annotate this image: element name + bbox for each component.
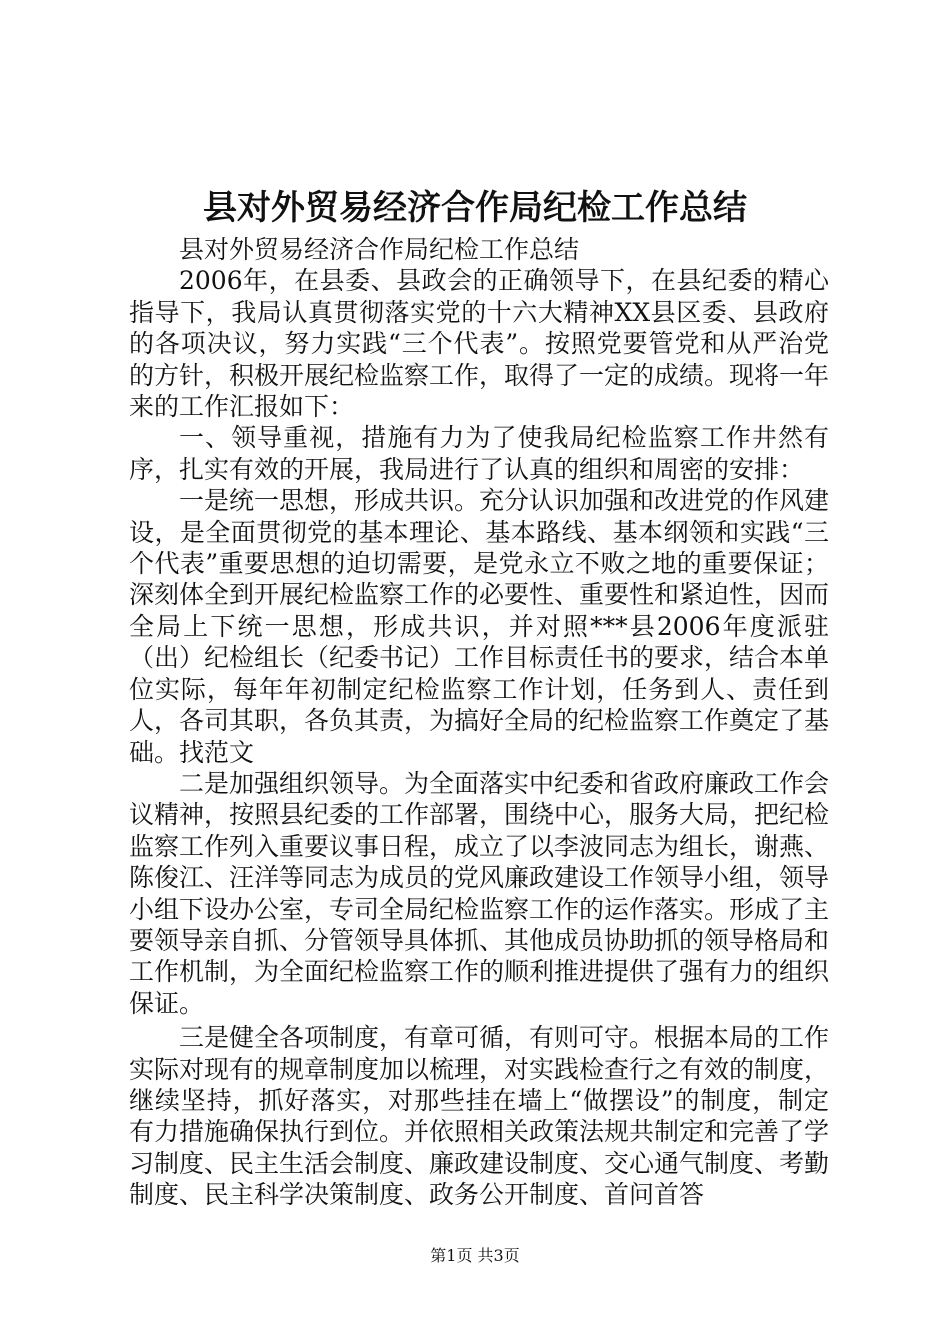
document-body [129,234,829,1211]
section-one-paragraph: 一、领导重视，措施有力为了使我局纪检监察工作井然有序，扎实有效的开展，我局进行了认真的组织和周密的安排： [129,423,829,484]
intro-paragraph: 2006年，在县委、县政会的正确领导下，在县纪委的精心指导下，我局认真贯彻落实党的十六大精神XX县区委、县政府的各项决议，努力实践“三个代表”。按照党要管党和从严治党的方针，积极开展纪检监察工作，取得了一定的成绩。现将一年来的工作汇报如下： [129,266,830,422]
subtitle-paragraph: 县对外贸易经济合作局纪检工作总结 [179,235,580,264]
point-two-paragraph: 二是加强组织领导。为全面落实中纪委和省政府廉政工作会议精神，按照县纪委的工作部署，围绕中心，服务大局，把纪检监察工作列入重要议事日程，成立了以李波同志为组长，谢燕、陈俊江、汪洋等同志为成员的党风廉政建设工作领导小组，领导小组下设办公室，专司全局纪检监察工作的运作落实。形成了主要领导亲自抓、分管领导具体抓、其他成员协助抓的领导格局和工作机制，为全面纪检监察工作的顺利推进提供了强有力的组织保证。 [129,768,830,1018]
page-footer: 第1页 共3页 [430,1246,520,1265]
point-three-paragraph: 三是健全各项制度，有章可循，有则可守。根据本局的工作实际对现有的规章制度加以梳理，对实践检查行之有效的制度，继续坚持，抓好落实，对那些挂在墙上“做摆设”的制度，制定有力措施确保执行到位。并依照相关政策法规共制定和完善了学习制度、民主生活会制度、廉政建设制度、交心通气制度、考勤制度、民主科学决策制度、政务公开制度、首问首答 [129,1023,830,1210]
point-one-paragraph: 一是统一思想，形成共识。充分认识加强和改进党的作风建设，是全面贯彻党的基本理论、基本路线、基本纲领和实践“三个代表”重要思想的迫切需要，是党永立不败之地的重要保证；深刻体全到开展纪检监察工作的必要性、重要性和紧迫性，因而全局上下统一思想，形成共识，并对照***县2006年度派驻（出）纪检组长（纪委书记）工作目标责任书的要求，结合本单位实际，每年年初制定纪检监察工作计划，任务到人、责任到人，各司其职，各负其责，为搞好全局的纪检监察工作奠定了基础。找范文 [129,486,830,767]
document-title: 县对外贸易经济合作局纪检工作总结 [203,188,747,228]
